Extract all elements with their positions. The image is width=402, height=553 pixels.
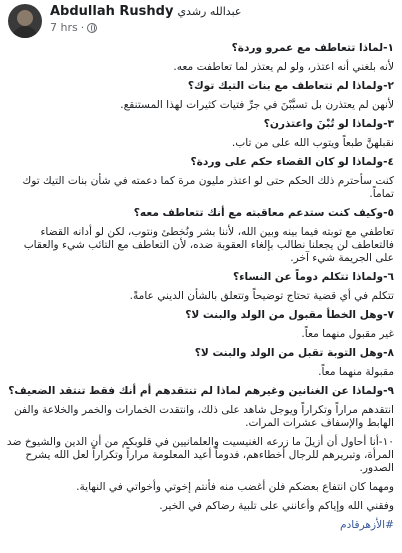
post-question: ٨-وهل التوبة تقبل من الولد والبنت لا؟	[194, 347, 394, 359]
post-question: ٤-ولماذا لو كان القضاء حكم على وردة؟	[190, 156, 394, 168]
globe-icon[interactable]	[87, 23, 97, 33]
post-answer: مقبولة منهما معاً.	[318, 366, 394, 378]
post-answer: تعاطفي مع توبته فيما بينه وبين الله، لأننا بشر ونُخطئ ونتوب، لكن لو أدانه القضاء فالتعاطف لن يجعلنا نطالب بإلغاء العقوبة ضده، لأن التعاطف مع التائب شيء والعقاب على الجريمة شيء آخر.	[23, 226, 394, 264]
post-answer: ومهما كان انتفاع بعضكم فلن أغضب منه فأنتم إخوتي وأخواتي في النهاية.	[76, 481, 394, 493]
post-answer: غير مقبول منهما معاً.	[301, 328, 394, 340]
post-time-row: 7 hrs ·	[50, 21, 241, 35]
post-timestamp[interactable]: 7 hrs	[50, 21, 78, 34]
post-question: ٦-ولماذا تتكلم دوماً عن النساء؟	[232, 271, 394, 283]
post-answer: وفقني الله وإياكم وأعانني على تلبية رضاكم في الخير.	[159, 500, 394, 512]
post-question: ٥-وكيف كنت ستدعم معاقبته مع أنك تتعاطف معه؟	[133, 207, 394, 219]
post-answer: كنت سأحترم ذلك الحكم حتى لو اعتذر مليون مرة كما دعمته في شأن بنات التيك توك تماماً.	[22, 175, 394, 200]
author-name-row	[50, 4, 241, 20]
author-name-arabic[interactable]: عبدالله رشدي	[177, 5, 242, 18]
post-header	[0, 0, 402, 42]
post-question: ١-لماذا تتعاطف مع عمرو وردة؟	[231, 42, 394, 54]
avatar[interactable]	[8, 4, 42, 38]
post-answer: ١٠-أنا أحاول أن أزيلَ ما زرعه الغنيسيت والعلمانيين في قلوبكم من أن الدين والشيوخ ضد المرأة، وتبريرهم للرجال أخطاءهم، فدوماً أعيد المعلومة مراراً وتكراراً لعل الله يشرح الصدور.	[6, 436, 394, 474]
avatar-face	[17, 10, 33, 26]
post-question: ٧-وهل الخطأ مقبول من الولد والبنت لا؟	[185, 309, 394, 321]
author-name[interactable]: Abdullah Rushdy	[50, 4, 174, 19]
hashtag-link[interactable]: #الأزهرقادم	[340, 519, 394, 531]
post-answer: تتكلم في أي قضية تحتاج توضيحاً وتتعلق بالشأن الديني عامةً.	[129, 290, 394, 302]
post-question: ٢-ولماذا لم تتعاطف مع بنات التيك توك؟	[187, 80, 394, 92]
post-answer: لأنهن لم يعتذرن بل تسبَّبْنَ في جرِّ فتيات كثيرات لهذا المستنقع.	[120, 99, 394, 111]
post-body	[0, 42, 402, 532]
author-meta	[50, 4, 241, 35]
post-question: ٩-ولماذا عن الغنانين وغيرهم لماذا لم تنتقدهم أم أنك فقط تنتقد الضعيف؟	[8, 385, 394, 397]
post-answer: انتقدهم مراراً وتكراراً ويوجل شاهد على ذلك، وانتقدت الخمارات والخمر والخلاعة والفن الهابط والإسفاف عشرات المرات.	[13, 404, 394, 429]
post-answer: لأنه بلغني أنه اعتذر، ولو لم يعتذر لما تعاطفت معه.	[173, 61, 394, 73]
avatar-shoulders	[12, 26, 38, 38]
post-question: ٣-ولماذا لو تُبْنَ واعتذرن؟	[263, 118, 394, 130]
post-answer: نقبلهنَّ طبعاً ويتوب الله على من تاب.	[231, 137, 394, 149]
